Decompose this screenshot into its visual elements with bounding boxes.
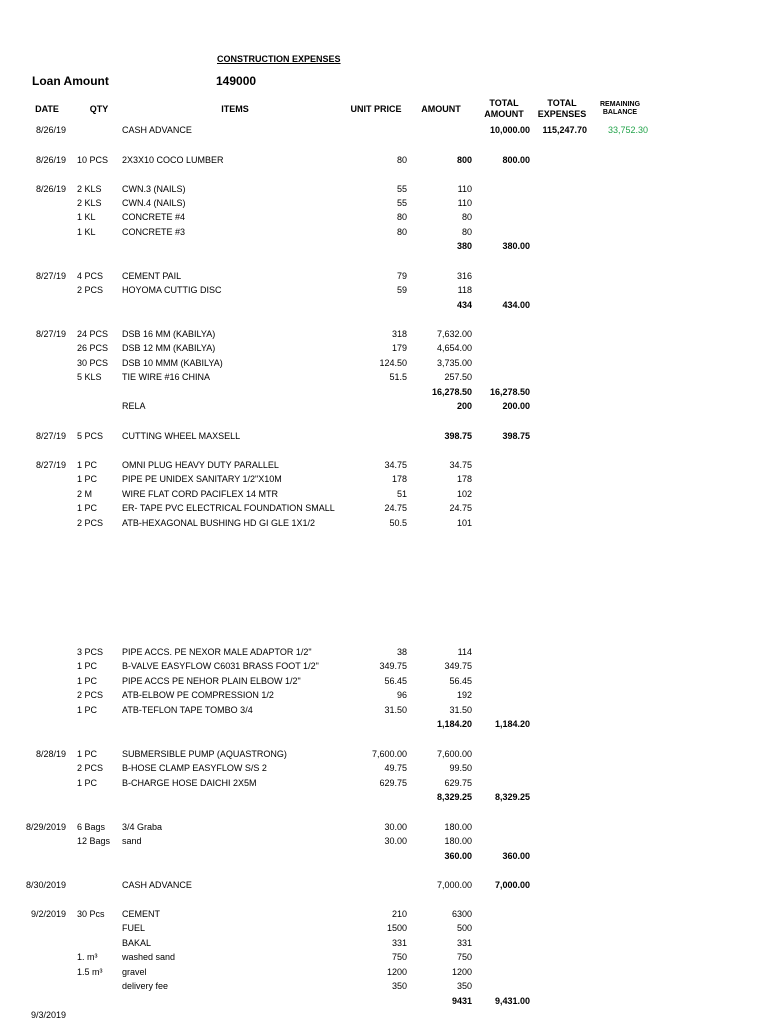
row-qty: 2 PCS (77, 763, 104, 773)
row-amount: 4,654.00 (436, 343, 472, 353)
row-qty: 1 PC (77, 474, 98, 484)
row-qty: 26 PCS (77, 343, 109, 353)
row-amount: 800 (456, 155, 472, 165)
row-unit-price: 79 (396, 271, 407, 281)
row-date: 8/26/19 (35, 125, 66, 135)
row-unit-price: 30.00 (384, 836, 407, 846)
row-item: CONCRETE #3 (122, 227, 186, 237)
header-date: DATE (35, 104, 59, 114)
row-date: 9/2/2019 (30, 909, 66, 919)
row-amount: 434 (456, 300, 472, 310)
header-remaining-balance-line1: REMAINING (599, 101, 641, 108)
row-item: ATB-ELBOW PE COMPRESSION 1/2 (122, 690, 274, 700)
row-amount: 80 (461, 212, 472, 222)
row-amount: 34.75 (449, 460, 472, 470)
row-total-amount: 398.75 (502, 431, 530, 441)
row-unit-price: 55 (396, 198, 407, 208)
row-item: DSB 12 MM (KABILYA) (122, 343, 216, 353)
row-qty: 1 PC (77, 460, 98, 470)
row-total-expenses: 115,247.70 (542, 125, 587, 135)
row-item: CASH ADVANCE (122, 125, 192, 135)
row-total-amount: 8,329.25 (494, 792, 530, 802)
row-item: DSB 10 MMM (KABILYA) (122, 358, 223, 368)
row-unit-price: 210 (391, 909, 407, 919)
row-qty: 1. m³ (77, 952, 98, 962)
row-unit-price: 38 (396, 647, 407, 657)
row-item: SUBMERSIBLE PUMP (AQUASTRONG) (122, 749, 287, 759)
row-amount: 257.50 (444, 372, 472, 382)
header-total-amount (478, 98, 530, 120)
header-items: ITEMS (221, 104, 249, 114)
row-unit-price: 750 (391, 952, 407, 962)
row-item: CUTTING WHEEL MAXSELL (122, 431, 241, 441)
row-unit-price: 178 (391, 474, 407, 484)
row-total-amount: 9,431.00 (494, 996, 530, 1006)
row-date: 8/27/19 (35, 431, 66, 441)
row-item: CWN.4 (NAILS) (122, 198, 186, 208)
row-amount: 118 (457, 285, 472, 295)
row-amount: 110 (457, 184, 472, 194)
row-unit-price: 349.75 (379, 661, 407, 671)
header-total-expenses-line1: TOTAL (547, 98, 577, 108)
row-item: TIE WIRE #16 CHINA (122, 372, 211, 382)
header-amount: AMOUNT (421, 104, 461, 114)
row-amount: 102 (456, 489, 472, 499)
row-unit-price: 55 (396, 184, 407, 194)
row-unit-price: 50.5 (389, 518, 407, 528)
row-date: 8/28/19 (35, 749, 66, 759)
row-item: CEMENT (122, 909, 160, 919)
row-item: 3/4 Graba (122, 822, 163, 832)
row-item: B-VALVE EASYFLOW C6031 BRASS FOOT 1/2" (122, 661, 319, 671)
row-qty: 1 PC (77, 778, 98, 788)
row-unit-price: 318 (391, 329, 407, 339)
row-amount: 316 (456, 271, 472, 281)
row-unit-price: 179 (391, 343, 407, 353)
row-unit-price: 31.50 (384, 705, 407, 715)
row-date: 8/27/19 (35, 460, 66, 470)
row-qty: 24 PCS (77, 329, 109, 339)
row-item: CEMENT PAIL (122, 271, 182, 281)
row-total-amount: 16,278.50 (489, 387, 530, 397)
row-qty: 2 KLS (77, 198, 102, 208)
row-qty: 3 PCS (77, 647, 104, 657)
row-item: sand (122, 836, 142, 846)
row-unit-price: 629.75 (379, 778, 407, 788)
row-amount: 500 (456, 923, 472, 933)
header-qty: QTY (89, 104, 109, 114)
row-qty: 1 PC (77, 749, 98, 759)
row-date: 8/30/2019 (25, 880, 66, 890)
row-qty: 2 KLS (77, 184, 102, 194)
row-qty: 2 PCS (77, 690, 104, 700)
row-amount: 350 (456, 981, 472, 991)
row-unit-price: 124.50 (379, 358, 407, 368)
row-item: PIPE ACCS. PE NEXOR MALE ADAPTOR 1/2" (122, 647, 312, 657)
row-amount: 1200 (451, 967, 472, 977)
row-amount: 180.00 (444, 836, 472, 846)
row-amount: 6300 (451, 909, 472, 919)
row-unit-price: 80 (396, 212, 407, 222)
row-amount: 180.00 (444, 822, 472, 832)
row-amount: 7,632.00 (436, 329, 472, 339)
row-unit-price: 51 (396, 489, 407, 499)
row-item: ATB-TEFLON TAPE TOMBO 3/4 (122, 705, 253, 715)
row-item: FUEL (122, 923, 146, 933)
row-amount: 192 (456, 690, 472, 700)
row-total-amount: 434.00 (502, 300, 530, 310)
row-unit-price: 56.45 (384, 676, 407, 686)
row-item: ATB-HEXAGONAL BUSHING HD GI GLE 1X1/2 (122, 518, 316, 528)
row-qty: 1.5 m³ (77, 967, 103, 977)
row-item: B-CHARGE HOSE DAICHI 2X5M (122, 778, 257, 788)
row-item: CONCRETE #4 (122, 212, 186, 222)
row-item: delivery fee (122, 981, 169, 991)
row-date: 8/29/2019 (25, 822, 66, 832)
row-total-amount: 1,184.20 (494, 719, 530, 729)
row-date: 9/3/2019 (30, 1010, 66, 1020)
row-item: PIPE PE UNIDEX SANITARY 1/2"X10M (122, 474, 282, 484)
row-item: OMNI PLUG HEAVY DUTY PARALLEL (122, 460, 279, 470)
row-amount: 360.00 (444, 851, 472, 861)
row-unit-price: 80 (396, 227, 407, 237)
row-unit-price: 96 (396, 690, 407, 700)
header-total-amount-line2: AMOUNT (484, 109, 524, 119)
row-unit-price: 34.75 (384, 460, 407, 470)
row-amount: 178 (456, 474, 472, 484)
row-unit-price: 1200 (386, 967, 407, 977)
row-amount: 349.75 (444, 661, 472, 671)
row-amount: 398.75 (444, 431, 472, 441)
row-unit-price: 331 (391, 938, 407, 948)
row-total-amount: 800.00 (502, 155, 530, 165)
row-unit-price: 7,600.00 (371, 749, 407, 759)
row-amount: 110 (457, 198, 472, 208)
loan-amount-value: 149000 (216, 74, 257, 88)
row-qty: 30 PCS (77, 358, 109, 368)
header-unit-price: UNIT PRICE (350, 104, 402, 114)
row-unit-price: 80 (396, 155, 407, 165)
row-date: 8/26/19 (35, 184, 66, 194)
row-item: washed sand (122, 952, 176, 962)
row-date: 8/26/19 (35, 155, 66, 165)
row-total-amount: 10,000.00 (489, 125, 530, 135)
header-remaining-balance (592, 101, 648, 117)
row-qty: 1 KL (77, 227, 96, 237)
row-qty: 10 PCS (77, 155, 109, 165)
row-item: DSB 16 MM (KABILYA) (122, 329, 216, 339)
header-remaining-balance-line2: BALANCE (602, 109, 638, 116)
row-item: BAKAL (122, 938, 152, 948)
row-amount: 101 (456, 518, 472, 528)
row-amount: 114 (457, 647, 472, 657)
row-qty: 1 PC (77, 676, 98, 686)
sheet-title: CONSTRUCTION EXPENSES (217, 54, 341, 64)
row-total-amount: 380.00 (502, 241, 530, 251)
row-item: WIRE FLAT CORD PACIFLEX 14 MTR (122, 489, 279, 499)
row-qty: 2 PCS (77, 518, 104, 528)
row-qty: 1 PC (77, 661, 98, 671)
row-item: HOYOMA CUTTIG DISC (122, 285, 222, 295)
row-qty: 1 PC (77, 503, 98, 513)
row-item: ER- TAPE PVC ELECTRICAL FOUNDATION SMALL (122, 503, 335, 513)
row-item: PIPE ACCS PE NEHOR PLAIN ELBOW 1/2" (122, 676, 301, 686)
row-qty: 4 PCS (77, 271, 104, 281)
row-amount: 16,278.50 (431, 387, 472, 397)
row-amount: 7,600.00 (436, 749, 472, 759)
row-qty: 12 Bags (77, 836, 111, 846)
row-unit-price: 59 (396, 285, 407, 295)
row-amount: 750 (456, 952, 472, 962)
row-unit-price: 1500 (386, 923, 407, 933)
row-unit-price: 49.75 (384, 763, 407, 773)
row-amount: 80 (461, 227, 472, 237)
row-total-amount: 360.00 (502, 851, 530, 861)
row-amount: 8,329.25 (436, 792, 472, 802)
row-amount: 3,735.00 (436, 358, 472, 368)
row-unit-price: 24.75 (384, 503, 407, 513)
row-total-amount: 200.00 (502, 401, 530, 411)
row-remaining-balance: 33,752.30 (607, 125, 648, 135)
row-qty: 2 M (77, 489, 93, 499)
row-amount: 200 (456, 401, 472, 411)
row-item: CASH ADVANCE (122, 880, 192, 890)
row-total-amount: 7,000.00 (494, 880, 530, 890)
loan-amount-label: Loan Amount (32, 74, 109, 88)
header-total-expenses-line2: EXPENSES (537, 109, 587, 119)
row-amount: 380 (456, 241, 472, 251)
row-amount: 99.50 (449, 763, 472, 773)
row-amount: 7,000.00 (436, 880, 472, 890)
row-amount: 56.45 (449, 676, 472, 686)
header-total-amount-line1: TOTAL (489, 98, 519, 108)
row-qty: 6 Bags (77, 822, 106, 832)
row-qty: 1 PC (77, 705, 98, 715)
row-amount: 1,184.20 (436, 719, 472, 729)
header-total-expenses (534, 98, 590, 120)
row-item: gravel (122, 967, 147, 977)
row-unit-price: 350 (391, 981, 407, 991)
row-amount: 24.75 (449, 503, 472, 513)
row-amount: 629.75 (444, 778, 472, 788)
row-qty: 1 KL (77, 212, 96, 222)
row-amount: 9431 (451, 996, 472, 1006)
row-unit-price: 51.5 (389, 372, 407, 382)
row-item: 2X3X10 COCO LUMBER (122, 155, 224, 165)
row-amount: 331 (456, 938, 472, 948)
row-item: CWN.3 (NAILS) (122, 184, 186, 194)
row-date: 8/27/19 (35, 329, 66, 339)
row-amount: 31.50 (449, 705, 472, 715)
row-item: B-HOSE CLAMP EASYFLOW S/S 2 (122, 763, 267, 773)
row-qty: 2 PCS (77, 285, 104, 295)
row-qty: 5 KLS (77, 372, 102, 382)
row-unit-price: 30.00 (384, 822, 407, 832)
row-item: RELA (122, 401, 146, 411)
row-qty: 30 Pcs (77, 909, 105, 919)
row-date: 8/27/19 (35, 271, 66, 281)
row-qty: 5 PCS (77, 431, 104, 441)
